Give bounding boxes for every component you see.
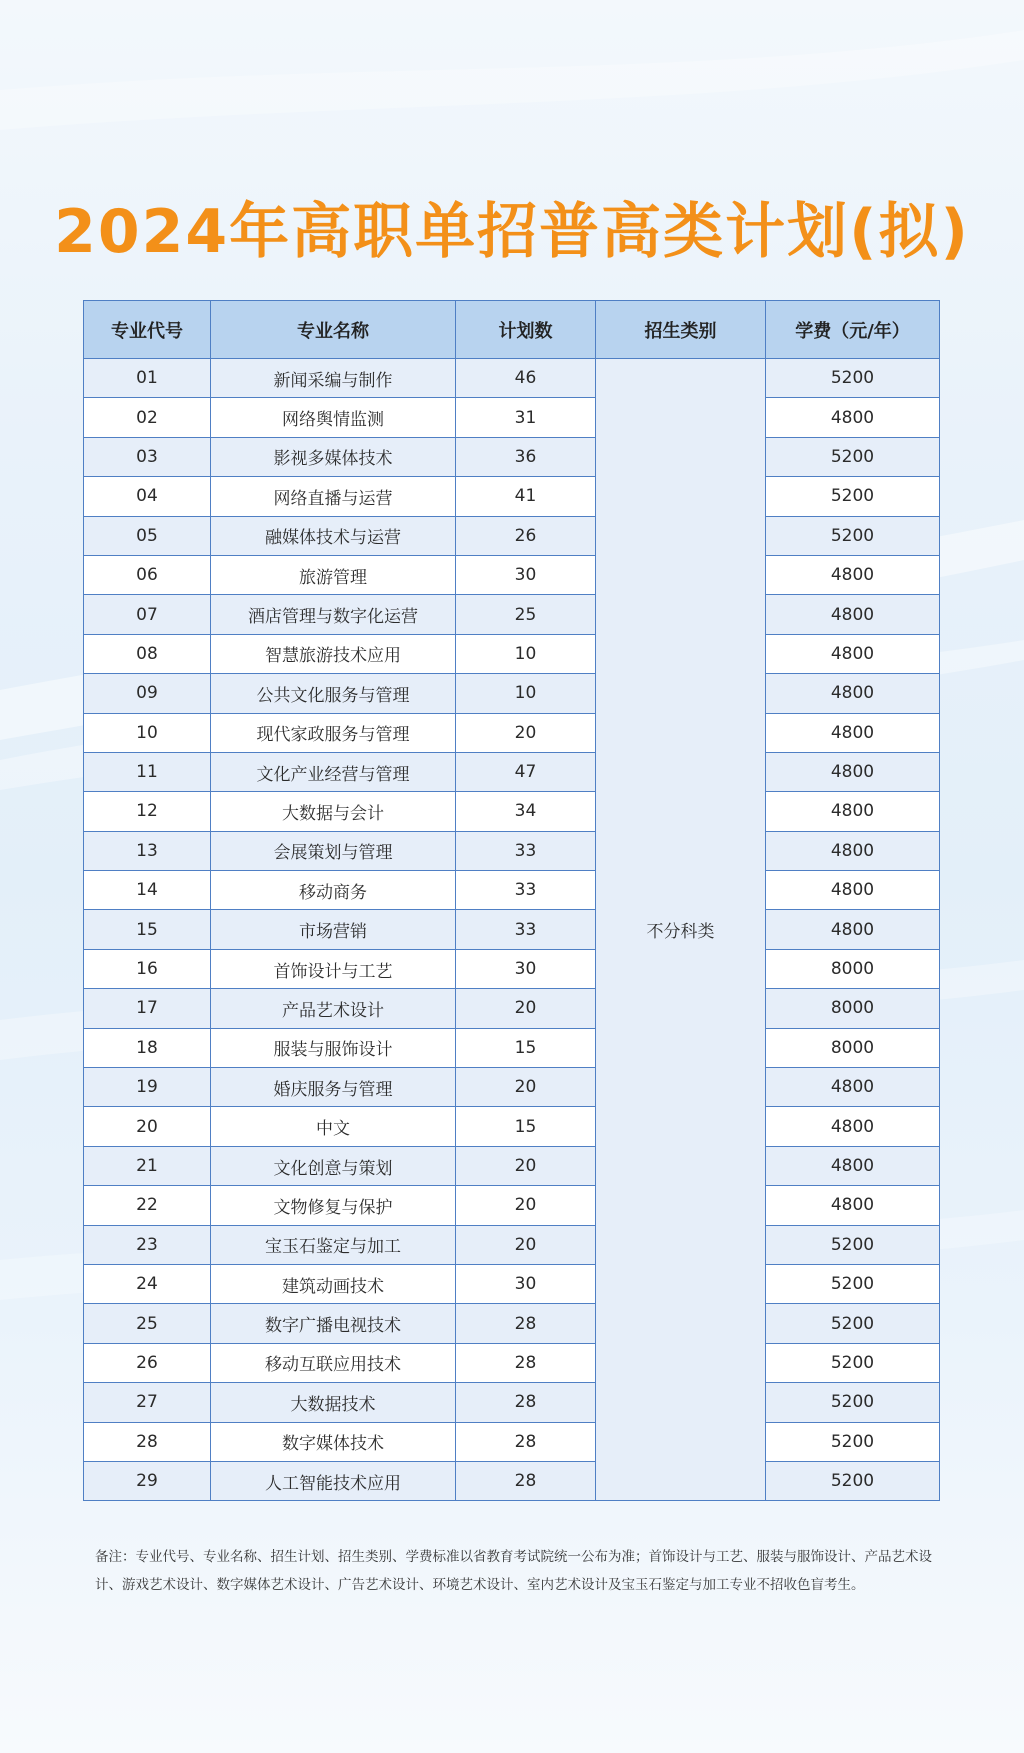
table-row: [84, 713, 940, 752]
table-body: [84, 359, 940, 1501]
cell-major-name: 智慧旅游技术应用: [211, 634, 456, 673]
table-row: [84, 398, 940, 437]
footnote: 备注：专业代号、专业名称、招生计划、招生类别、学费标准以省教育考试院统一公布为准；首饰设计与工艺、服装与服饰设计、产品艺术设计、游戏艺术设计、数字媒体艺术设计、广告艺术设计、环境艺术设计、室内艺术设计及宝玉石鉴定与加工专业不招收色盲考生。: [95, 1549, 932, 1593]
cell-tuition: 5200: [766, 1225, 940, 1264]
table-row: [84, 674, 940, 713]
cell-major-name: 影视多媒体技术: [211, 437, 456, 476]
cell-major-code: 08: [84, 634, 211, 673]
cell-major-code: 07: [84, 595, 211, 634]
cell-major-name: 酒店管理与数字化运营: [211, 595, 456, 634]
table-row: [84, 871, 940, 910]
table-row: [84, 555, 940, 594]
cell-major-name: 建筑动画技术: [211, 1264, 456, 1303]
cell-plan-count: 20: [456, 713, 596, 752]
table-row: [84, 1343, 940, 1382]
table-row: [84, 1422, 940, 1461]
table-row: [84, 1146, 940, 1185]
enrollment-plan-table: [83, 300, 940, 1501]
cell-major-code: 21: [84, 1146, 211, 1185]
cell-major-code: 04: [84, 477, 211, 516]
cell-tuition: 4800: [766, 1068, 940, 1107]
cell-tuition: 5200: [766, 1264, 940, 1303]
cell-major-name: 大数据与会计: [211, 792, 456, 831]
cell-category: 不分科类: [596, 359, 766, 1501]
cell-tuition: 5200: [766, 477, 940, 516]
table-header-row: [84, 301, 940, 359]
cell-major-name: 产品艺术设计: [211, 989, 456, 1028]
table-row: [84, 792, 940, 831]
cell-tuition: 4800: [766, 713, 940, 752]
table-row: [84, 752, 940, 791]
cell-major-name: 会展策划与管理: [211, 831, 456, 870]
table-row: [84, 634, 940, 673]
cell-plan-count: 34: [456, 792, 596, 831]
table-row: [84, 437, 940, 476]
cell-major-name: 网络直播与运营: [211, 477, 456, 516]
cell-plan-count: 41: [456, 477, 596, 516]
cell-major-code: 05: [84, 516, 211, 555]
cell-major-name: 文化产业经营与管理: [211, 752, 456, 791]
table-row: [84, 1383, 940, 1422]
cell-major-code: 19: [84, 1068, 211, 1107]
cell-tuition: 4800: [766, 595, 940, 634]
cell-plan-count: 10: [456, 634, 596, 673]
cell-major-code: 23: [84, 1225, 211, 1264]
cell-major-name: 数字广播电视技术: [211, 1304, 456, 1343]
cell-major-code: 20: [84, 1107, 211, 1146]
table-row: [84, 989, 940, 1028]
header-major-name: 专业名称: [211, 301, 456, 359]
table-row: [84, 1461, 940, 1500]
cell-plan-count: 33: [456, 831, 596, 870]
cell-major-code: 18: [84, 1028, 211, 1067]
cell-plan-count: 28: [456, 1343, 596, 1382]
cell-tuition: 5200: [766, 1343, 940, 1382]
cell-major-code: 22: [84, 1186, 211, 1225]
cell-major-name: 现代家政服务与管理: [211, 713, 456, 752]
cell-major-name: 数字媒体技术: [211, 1422, 456, 1461]
table-row: [84, 910, 940, 949]
header-category: 招生类别: [596, 301, 766, 359]
cell-plan-count: 28: [456, 1383, 596, 1422]
cell-major-code: 03: [84, 437, 211, 476]
header-plan-count: 计划数: [456, 301, 596, 359]
cell-tuition: 8000: [766, 989, 940, 1028]
cell-major-code: 27: [84, 1383, 211, 1422]
table-row: [84, 359, 940, 398]
cell-major-name: 服装与服饰设计: [211, 1028, 456, 1067]
cell-major-code: 10: [84, 713, 211, 752]
table-row: [84, 516, 940, 555]
table-row: [84, 1304, 940, 1343]
cell-major-code: 14: [84, 871, 211, 910]
cell-plan-count: 28: [456, 1304, 596, 1343]
cell-plan-count: 20: [456, 1068, 596, 1107]
cell-tuition: 5200: [766, 437, 940, 476]
cell-plan-count: 15: [456, 1028, 596, 1067]
table-row: [84, 477, 940, 516]
cell-plan-count: 20: [456, 1186, 596, 1225]
cell-tuition: 5200: [766, 359, 940, 398]
cell-major-code: 29: [84, 1461, 211, 1500]
cell-plan-count: 46: [456, 359, 596, 398]
cell-plan-count: 15: [456, 1107, 596, 1146]
cell-tuition: 5200: [766, 1383, 940, 1422]
cell-plan-count: 47: [456, 752, 596, 791]
header-major-code: 专业代号: [84, 301, 211, 359]
cell-tuition: 5200: [766, 1422, 940, 1461]
cell-major-code: 02: [84, 398, 211, 437]
cell-tuition: 4800: [766, 871, 940, 910]
cell-major-name: 网络舆情监测: [211, 398, 456, 437]
cell-major-name: 首饰设计与工艺: [211, 949, 456, 988]
cell-tuition: 4800: [766, 910, 940, 949]
cell-tuition: 8000: [766, 949, 940, 988]
page-title: 2024年高职单招普高类计划(拟): [54, 197, 970, 267]
cell-plan-count: 30: [456, 555, 596, 594]
cell-major-name: 融媒体技术与运营: [211, 516, 456, 555]
table-row: [84, 595, 940, 634]
table-row: [84, 1068, 940, 1107]
cell-major-name: 文化创意与策划: [211, 1146, 456, 1185]
cell-tuition: 4800: [766, 1107, 940, 1146]
cell-major-name: 婚庆服务与管理: [211, 1068, 456, 1107]
cell-plan-count: 30: [456, 949, 596, 988]
cell-plan-count: 20: [456, 1225, 596, 1264]
table-row: [84, 1028, 940, 1067]
cell-major-code: 11: [84, 752, 211, 791]
cell-tuition: 4800: [766, 674, 940, 713]
cell-tuition: 8000: [766, 1028, 940, 1067]
cell-tuition: 5200: [766, 1304, 940, 1343]
cell-plan-count: 30: [456, 1264, 596, 1303]
cell-tuition: 4800: [766, 831, 940, 870]
cell-major-code: 24: [84, 1264, 211, 1303]
cell-major-code: 16: [84, 949, 211, 988]
table-row: [84, 1225, 940, 1264]
cell-plan-count: 20: [456, 989, 596, 1028]
cell-plan-count: 28: [456, 1461, 596, 1500]
cell-plan-count: 25: [456, 595, 596, 634]
table-row: [84, 949, 940, 988]
cell-major-name: 移动商务: [211, 871, 456, 910]
cell-tuition: 4800: [766, 792, 940, 831]
cell-plan-count: 26: [456, 516, 596, 555]
cell-major-name: 人工智能技术应用: [211, 1461, 456, 1500]
cell-major-code: 26: [84, 1343, 211, 1382]
table-row: [84, 1264, 940, 1303]
cell-tuition: 4800: [766, 398, 940, 437]
cell-major-name: 文物修复与保护: [211, 1186, 456, 1225]
cell-major-name: 市场营销: [211, 910, 456, 949]
cell-major-code: 06: [84, 555, 211, 594]
cell-tuition: 4800: [766, 1186, 940, 1225]
cell-plan-count: 33: [456, 910, 596, 949]
cell-plan-count: 33: [456, 871, 596, 910]
cell-major-name: 大数据技术: [211, 1383, 456, 1422]
table-row: [84, 831, 940, 870]
cell-major-code: 13: [84, 831, 211, 870]
cell-major-code: 09: [84, 674, 211, 713]
cell-plan-count: 10: [456, 674, 596, 713]
cell-tuition: 5200: [766, 1461, 940, 1500]
cell-major-name: 旅游管理: [211, 555, 456, 594]
cell-major-name: 公共文化服务与管理: [211, 674, 456, 713]
cell-tuition: 4800: [766, 634, 940, 673]
cell-major-code: 12: [84, 792, 211, 831]
table-row: [84, 1186, 940, 1225]
cell-tuition: 4800: [766, 555, 940, 594]
cell-major-code: 25: [84, 1304, 211, 1343]
cell-plan-count: 20: [456, 1146, 596, 1185]
cell-major-code: 01: [84, 359, 211, 398]
cell-major-name: 新闻采编与制作: [211, 359, 456, 398]
cell-tuition: 5200: [766, 516, 940, 555]
cell-major-name: 移动互联应用技术: [211, 1343, 456, 1382]
cell-plan-count: 31: [456, 398, 596, 437]
table-row: [84, 1107, 940, 1146]
cell-plan-count: 28: [456, 1422, 596, 1461]
cell-plan-count: 36: [456, 437, 596, 476]
cell-tuition: 4800: [766, 752, 940, 791]
cell-tuition: 4800: [766, 1146, 940, 1185]
cell-major-name: 中文: [211, 1107, 456, 1146]
cell-major-name: 宝玉石鉴定与加工: [211, 1225, 456, 1264]
cell-major-code: 17: [84, 989, 211, 1028]
cell-major-code: 15: [84, 910, 211, 949]
header-tuition: 学费（元/年）: [766, 301, 940, 359]
cell-major-code: 28: [84, 1422, 211, 1461]
